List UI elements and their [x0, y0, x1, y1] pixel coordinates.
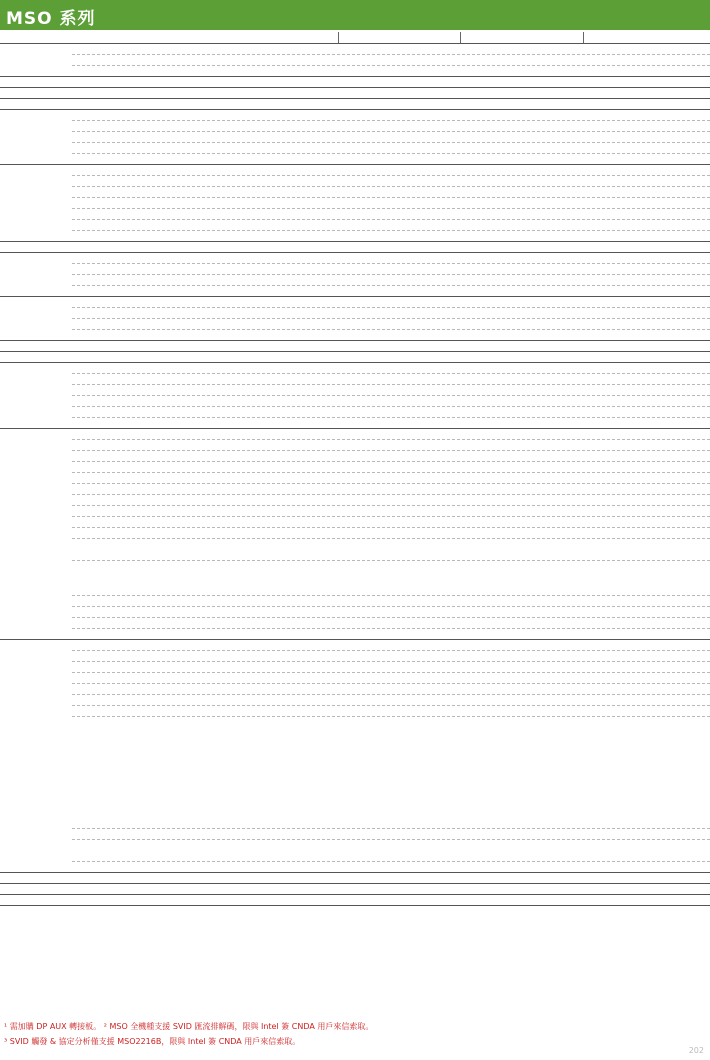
row-divider — [72, 274, 710, 275]
row-divider — [72, 395, 710, 396]
footnote-2: ³ SVID 觸發 & 協定分析僅支援 MSO2216B，限與 Intel 簽 CNDA 用戶來信索取。 — [4, 1037, 301, 1046]
row-divider — [72, 716, 710, 717]
row-divider — [72, 219, 710, 220]
row-divider — [0, 362, 710, 363]
row-divider — [72, 628, 710, 629]
row-divider — [72, 54, 710, 55]
row-divider — [72, 560, 710, 561]
row-divider — [72, 406, 710, 407]
row-divider — [72, 861, 710, 862]
row-divider — [0, 241, 710, 242]
page-title: MSO 系列 — [6, 9, 96, 29]
row-divider — [0, 894, 710, 895]
row-divider — [0, 883, 710, 884]
row-divider — [0, 109, 710, 110]
row-divider — [72, 197, 710, 198]
page-number: 202 — [688, 1046, 704, 1055]
row-divider — [72, 186, 710, 187]
row-divider — [0, 164, 710, 165]
row-divider — [72, 472, 710, 473]
row-divider — [72, 153, 710, 154]
row-divider — [0, 428, 710, 429]
row-divider — [72, 839, 710, 840]
row-divider — [72, 505, 710, 506]
row-divider — [72, 705, 710, 706]
column-divider — [583, 32, 584, 43]
row-divider — [72, 494, 710, 495]
row-divider — [72, 828, 710, 829]
row-divider — [0, 351, 710, 352]
row-divider — [72, 373, 710, 374]
row-divider — [72, 131, 710, 132]
row-divider — [72, 527, 710, 528]
row-divider — [72, 461, 710, 462]
row-divider — [72, 384, 710, 385]
row-divider — [72, 175, 710, 176]
row-divider — [72, 329, 710, 330]
title-bar — [0, 0, 710, 30]
row-divider — [0, 905, 710, 906]
row-divider — [0, 43, 710, 44]
row-divider — [0, 872, 710, 873]
row-divider — [72, 683, 710, 684]
row-divider — [0, 340, 710, 341]
column-divider — [460, 32, 461, 43]
row-divider — [72, 661, 710, 662]
row-divider — [72, 538, 710, 539]
row-divider — [0, 76, 710, 77]
row-divider — [72, 230, 710, 231]
row-divider — [72, 650, 710, 651]
row-divider — [0, 639, 710, 640]
row-divider — [72, 285, 710, 286]
row-divider — [0, 87, 710, 88]
row-divider — [72, 606, 710, 607]
column-divider — [338, 32, 339, 43]
row-divider — [72, 694, 710, 695]
row-divider — [72, 120, 710, 121]
row-divider — [72, 595, 710, 596]
row-divider — [72, 516, 710, 517]
row-divider — [0, 296, 710, 297]
row-divider — [0, 98, 710, 99]
row-divider — [72, 672, 710, 673]
row-divider — [72, 450, 710, 451]
row-divider — [72, 307, 710, 308]
row-divider — [72, 439, 710, 440]
row-divider — [72, 318, 710, 319]
footnote-1: ¹ 需加購 DP AUX 轉接板。 ² MSO 全機種支援 SVID 匯流排解碼，限與 Intel 簽 CNDA 用戶來信索取。 — [4, 1022, 374, 1031]
row-divider — [72, 417, 710, 418]
spec-table — [0, 32, 710, 1017]
row-divider — [72, 263, 710, 264]
row-divider — [72, 142, 710, 143]
row-divider — [72, 65, 710, 66]
row-divider — [72, 208, 710, 209]
row-divider — [0, 252, 710, 253]
row-divider — [72, 483, 710, 484]
row-divider — [72, 617, 710, 618]
